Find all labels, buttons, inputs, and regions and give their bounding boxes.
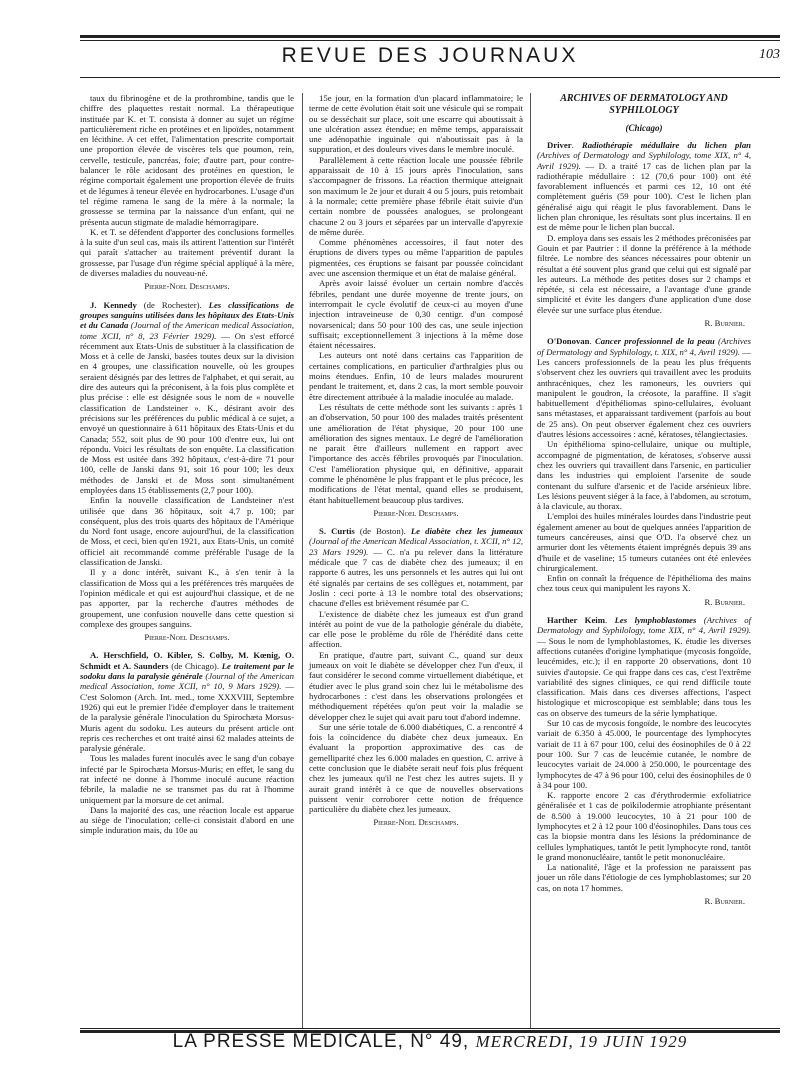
article-heading: [537, 336, 751, 439]
article-affiliation: (de Rochester).: [136, 299, 209, 310]
page-header: [80, 35, 780, 79]
paragraph: Dans la majorité des cas, une réaction locale est apparue au siège de l'inoculation; celle-ci consistait d'abord en une simple induration mais, du 10e au: [80, 804, 294, 836]
article-author: O'Donovan: [547, 336, 590, 347]
article-affiliation: .: [604, 615, 615, 626]
running-title: REVUE DES JOURNAUX: [281, 44, 579, 67]
article-signature: Pierre-Noel Deschamps.: [144, 281, 230, 292]
article-heading: [537, 140, 751, 233]
paragraph: Un épithélioma spino-cellulaire, unique ou multiple, accompagné de pigmentation, de kératoses, s'observe aussi chez les ouvriers qui travaillent dans l'arsenic, en particulier dans les industries qui emploient l'arsenite de soude contenant du sulfure d'arsenic et de l'acide arsénieux libre. Les lésions peuvent siéger à la face, à l'abdomen, au scrotum, à la clavicule, au thorax.: [537, 439, 751, 512]
paragraph: Les auteurs ont noté dans certains cas l'apparition de certaines complications, en particulier d'arthralgies plus ou moins étendues. Enfin, 10 de leurs malades moururent pendant le traitement, et, dans 2 cas, la mort semble pouvoir être directement attribuée à la maladie inoculée au malade.: [309, 350, 523, 402]
article-reference: (Journal of the American medical Association, tome XCII, n° 8, 23 Février 1929).: [80, 320, 294, 341]
paragraph: Sur 10 cas de mycosis fongoïde, le nombre des leucocytes variait de 6.350 à 45.000, le pourcentage des lymphocytes variait de 11 à 67 pour 100, celui des éosinophiles de 0 à 22 pour 100. Sur 7 cas de leucémie cutanée, le nombre de leucocytes variait de 24.000 à 250.000, le pourcentage des lymphocytes de 47 à 96 pour 100, celui des éosinophiles de 0 à 34 pour 100.: [537, 718, 751, 790]
paragraph-lead: — C'est Solomon (Arch. Int. med., tome XXXVIII, Septembre 1926) qui eut le premier l'idée d'employer dans le traitement de la paralysie générale l'inoculation du Spirochæta Morsus-Muris agent du sodoku. Les auteurs du présent article ont repris ces recherches et ont traité ainsi 62 malades atteints de paralysie générale.: [80, 681, 295, 754]
paragraph: Parallèlement à cette réaction locale une poussée fébrile apparaissait de 10 à 15 jours après l'inoculation, sans s'accompagner de frissons. La réaction thermique atteignait son maximum le 2e jour et durait 4 ou 5 jours, puis retombait à la normale; cette première phase fébrile était suivie d'un certain nombre de poussées analogues, se prolongeant chacune 2 ou 3 jours et séparées par un intervalle d'apyrexie de même durée.: [309, 154, 523, 237]
paragraph: K. et T. se défendent d'apporter des conclusions formelles à la suite d'un seul cas, mais ils attirent l'attention sur l'intérêt qui paraît s'attacher au traitement préventif durant la grossesse, par l'usage d'un régime spécial appliqué à la mère, de diverses maladies du nouveau-né.: [80, 226, 294, 279]
paragraph-lead: — D. a traité 17 cas de lichen plan par la radiothérapie médullaire : 12 (70,6 pour 100) ont été favorablement influencés et parmi ces 12, 10 ont été complètement guéris (59 pour 100). C'est le lichen plan généralisé aigu qui réagit le plus favorablement. Dans le lichen plan chronique, les résultats sont plus incertains. Il en est de même pour le lichen plan buccal.: [537, 160, 751, 233]
footer-date: MERCREDI, 19 JUIN 1929: [475, 1032, 688, 1051]
article-reference: (Journal of the American Medical Association, t. XCII, n° 12, 23 Mars 1929).: [309, 536, 523, 557]
article-author: S. Curtis: [319, 526, 355, 537]
paragraph: 15e jour, en la formation d'un placard inflammatoire; le terme de cette évolution était soit une vésicule qui se rompait ou se desséchait sur place, soit une escarre qui aboutissait à une ulcération assez étendue; en même temps, apparaissait une adénopathie inguinale qui n'aboutissait pas à la suppuration, et des douleurs vives dans le membre inoculé.: [309, 93, 523, 155]
article: [537, 336, 751, 593]
page-footer: [80, 1028, 780, 1058]
article: [80, 300, 294, 630]
paragraph: Après avoir laissé évoluer un certain nombre d'accès fébriles, pendant une durée moyenne de trente jours, on interrompait le cycle évolutif de ceux-ci au moyen d'une injection intraveineuse de 0,30 centigr. d'un composé novarsenical; dans 50 pour 100 des cas, une seule injection suffisait; exceptionnellement 3 injections à la même dose étaient nécessaires.: [309, 278, 523, 351]
article-title: Radiothérapie médullaire du lichen plan: [581, 140, 751, 150]
paragraph: Les résultats de cette méthode sont les suivants : après 1 an d'observation, 50 pour 100 des malades traités présentent une amélioration de l'état physique, 20 pour 100 une amélioration des signes mentaux. Le degré de l'amélioration ne parait être d'ailleurs nullement en rapport avec l'importance des accès fébriles provoqués par l'inoculation. C'est l'amélioration physique qui, en définitive, apparait comme le phénomène le plus frappant et le plus précoce, les modifications de l'état mental, quand elles se produisent, étant habituellement beaucoup plus tardives.: [309, 401, 523, 505]
article-author: A. Herschfield, O. Kibler, S. Colby, M. Kœnig, O. Schmidt et A. Saunders: [80, 650, 294, 671]
article-author: J. Kennedy: [90, 299, 137, 310]
continued-article: [80, 93, 294, 278]
column-3: [537, 93, 751, 914]
paragraph: K. rapporte encore 2 cas d'érythrodermie exfoliatrice généralisée et 1 cas de poïkilodermie atrophiante présentant de 8.500 à 19.000 leucocytes, 10 à 21 pour 100 de lymphocytes et 2 à 12 pour 100 d'éosinophiles. Dans tous ces cas la biopsie montra dans les lésions la prédominance de cellules lymphatiques, tantôt le petit lymphocyte rond, tantôt le grand mononucléaire, tantôt le petit mononucléaire.: [537, 790, 751, 862]
article-reference: (Journal of the American medical Association, tome XCII, n° 10, 9 Mars 1929).: [80, 671, 294, 692]
article-reference: (Archives of Dermatology and Syphilology, t. XIX, n° 4, Avril 1929).: [537, 336, 752, 357]
paragraph: L'existence de diabète chez les jumeaux est d'un grand intérêt au point de vue de la pathologie générale du diabète, car elle pose le problème du rôle de l'hérédité dans cette affection.: [309, 608, 523, 650]
article-signature: Pierre-Noel Deschamps.: [373, 817, 459, 828]
article: [309, 526, 523, 814]
article: [537, 615, 751, 893]
paragraph-lead: — Sous le nom de lymphoblastomes, K. étudie les diverses affections cutanées d'origine lymphatique (mycosis fongoïde, leucémides, etc.); il en rapporte 20 observations, dont 10 suivies d'autopsie. Ce qui frappe dans ces cas, c'est l'extrême variabilité des signes cliniques, ce qui rend difficile toute classification. Mais dans ces diverses affections, l'aspect histologique et microscopique est semblable; dans tous les cas on observe des tumeurs de la série lymphatique.: [537, 635, 751, 718]
column-divider: [530, 93, 531, 1028]
paragraph: Tous les malades furent inoculés avec le sang d'un cobaye infecté par le Spirochæta Morsus-Muris; en effet, le sang du rat infecté ne donne à l'homme inoculé aucune réaction fébrile, la maladie ne se transmet pas du rat à l'homme uniquement par la morsure de cet animal.: [80, 753, 294, 805]
paragraph: taux du fibrinogène et de la prothrombine, tandis que le chiffre des plaquettes restait normal. La thérapeutique instituée par K. et T. consista à donner au sujet un régime particulièrement riche en protéines et en lipoïdes, notamment en lécithine. A cet effet, l'alimentation prescrite comportait une proportion élevée de viscères tels que poumon, rein, cervelle, testicule, pancréas, foie; d'autre part, pour contre-balancer le rôle acidosant des protéines en question, le régime comportait également une proportion élevée de fruits et de légumes à teneur élevée en hydrocarbones. L'usage d'un tel régime ramena le sang de la mère à la normale; la grossesse se termina par la naissance d'un enfant, qui ne présenta aucun stigmate de maladie hémorragipare.: [80, 93, 294, 227]
header-bottom-rule: [80, 77, 780, 78]
paragraph-lead: — C. n'a pu relever dans la littérature médicale que 7 cas de diabète chez des jumeaux; il en rapporte 6 autres, les uns personnels et les autres qui lui ont été signalés par certains de ses collègues et, notamment, par Joslin : ceci porte à 13 le nombre total des observations; chacune d'elles est brièvement résumée par C.: [309, 546, 523, 609]
section-title: ARCHIVES OF DERMATOLOGY AND SYPHILOLOGY: [560, 93, 728, 116]
article-author: Harther Keim: [547, 615, 605, 626]
article-signature: R. Burnier.: [704, 318, 745, 329]
article-affiliation: (de Chicago).: [168, 660, 222, 671]
header-top-rule: [80, 35, 780, 38]
section-subtitle: (Chicago): [625, 123, 663, 133]
paragraph: En pratique, d'autre part, suivant C., quand sur deux jumeaux on voit le diabète se développer chez l'un d'eux, il faut considérer le second comme virtuellement diabétique, et étudier avec le plus grand soin chez lui le métabolisme des hydrocarbones : c'est dans les observations prolongées et méthodiquement répétées qu'on peut voir la maladie se développer chez le sujet qui avait paru tout d'abord indemne.: [309, 649, 523, 722]
paragraph: La nationalité, l'âge et la profession ne paraissent pas jouer un rôle dans l'étiologie de ces lymphoblastomes; sur 20 cas, on nota 17 hommes.: [537, 862, 751, 893]
article: [80, 650, 294, 835]
article-signature: R. Burnier.: [704, 896, 745, 907]
footer-line: [80, 1031, 780, 1053]
paragraph: Comme phénomènes accessoires, il faut noter des éruptions de divers types ou même l'apparition de papules pigmentées, ces éruptions se faisant par poussée coïncidant avec une ascension thermique et un état de malaise général.: [309, 237, 523, 279]
paragraph: Sur une série totale de 6.000 diabétiques, C. a rencontré 4 fois la coïncidence du diabète chez deux jumeaux. En évaluant la proportion approximative des cas de gemelliparité chez les 6.000 malades en question, C. arrive à cette conclusion que le diabète serait neuf fois plus fréquent chez les jumeaux qu'il ne l'est chez les autres sujets. Il y aurait grand intérêt à ce que de nouvelles observations puissent venir corroborer cette notion de fréquence particulière du diabète chez les jumeaux.: [309, 721, 523, 815]
article-title: Les lymphoblastomes: [614, 615, 697, 626]
article-author: Driver: [547, 140, 572, 150]
paragraph: Enfin la nouvelle classification de Landsteiner n'est utilisée que dans 36 hôpitaux, soit 4,7 p. 100; par conséquent, plus des trois quarts des hôpitaux de l'Amérique du Nord font usage, encore aujourd'hui, de la classification de Moss, et ceci, bien qu'en 1921, aux Etats-Unis, un comité officiel ait recommandé comme préférable l'usage de la classification de Janski.: [80, 495, 294, 568]
article-heading: [309, 526, 523, 608]
article-affiliation: .: [589, 336, 595, 347]
article: [537, 140, 751, 315]
paragraph-lead: — Les cancers professionnels de la peau les plus fréquents s'observent chez les ouvriers qui travaillent avec les produits anthracéniques, chez les ramoneurs, les ouvriers qui manipulent le goudron, la créosote, la paraffine. Il s'agit habituellement d'épithéliomas spino-cellulaires, évoluant sans métastases, et apparaissant tardivement (parfois au bout de 25 ans). On peut observer également chez ces ouvriers d'autres lésions accessoires : acné, kératoses, télangiectasies.: [537, 346, 752, 440]
column-divider: [302, 93, 303, 1028]
paragraph: Enfin on connaît la fréquence de l'épithélioma des mains chez tous ceux qui manipulent les rayons X.: [537, 573, 751, 594]
article-signature: Pierre-Noel Deschamps.: [373, 507, 459, 518]
article-title: Les classifications de groupes sanguins utilisées dans les hôpitaux des Etats-Unis et du Canada: [80, 299, 295, 331]
footer-issue: N° 49,: [410, 1031, 470, 1052]
article-title: Le diabète chez les jumeaux: [410, 526, 523, 537]
paragraph: L'emploi des huiles minérales lourdes dans l'industrie peut également amener au bout de quelques années l'apparition de tumeurs cancéreuses, ainsi que O'D. l'a observé chez un armurier dont les vêtements étaient imprégnés depuis 39 ans d'huile et de vaseline; 15 tumeurs cutanées ont été enlevées chirurgicalement.: [537, 511, 751, 573]
article-heading: [80, 300, 294, 496]
column-1: [80, 93, 294, 839]
article-heading: [80, 650, 294, 753]
article-affiliation: .: [571, 140, 582, 150]
article-reference: (Archives of Dermatology and Syphilology, tome XIX, n° 4, Avril 1929).: [537, 615, 751, 636]
footer-journal: LA PRESSE MÉDICALE,: [172, 1031, 404, 1052]
article-title: Le traitement par le sodoku dans la paralysie générale: [80, 660, 294, 682]
article-affiliation: (de Boston).: [354, 526, 411, 537]
article-signature: R. Burnier.: [704, 596, 745, 607]
article-title: Cancer professionnel de la peau: [594, 336, 715, 347]
page-number: 103: [759, 47, 780, 62]
footer-rule: [80, 1028, 780, 1029]
paragraph-lead: — On s'est efforcé récemment aux Etats-Unis de substituer à la classification de Moss et à celle de Janski, basées toutes deux sur la division en 4 groupes, une classification nouvelle, où les groupes seraient désignés par des lettres de l'alphabet, et qui serait, au dire des auteurs qui la préconisent, à la fois plus complète et plus précise : elle est désignée sous le nom de « nouvelle classification de Landsteiner ». K., désirant avoir des précisions sur les préférences du public médical à ce sujet, a envoyé un questionnaire à 611 hôpitaux des Etats-Unis et du Canada; 552, soit plus de 90 pour 100 d'entre eux, lui ont répondu. Voici les résultats de son enquête. La classification de Moss est usitée dans 392 hôpitaux, c'est-à-dire 71 pour 100, celle de Janski dans 91, soit 16 pour 100; les deux méthodes de Janski et de Moss sont simultanément employées dans 15 établissements (2,7 pour 100).: [80, 330, 294, 495]
paragraph: D. employa dans ses essais les 2 méthodes préconisées par Gouin et par Pautrier : il donne la préférence à la méthode filtrée. Le nombre des séances nécessaires pour obtenir un résultat a été souvent plus grand que celui qui est signalé par les auteurs. La méthode des petites doses sur 2 champs et répétée, si cela est nécessaire, a l'avantage d'une grande simplicité et évite les dangers d'une application d'une dose élevée sur une surface plus étendue.: [537, 232, 751, 315]
article-signature: Pierre-Noel Deschamps.: [144, 632, 230, 643]
column-2: [309, 93, 523, 836]
article-heading: [537, 615, 751, 718]
continued-article: [309, 93, 523, 505]
paragraph: Il y a donc intérêt, suivant K., à s'en tenir à la classification de Moss qui a les préférences très marquées de l'opinion médicale et qui est aujourd'hui classique, et de ne pas apporter, par la recherche d'autres méthodes de groupement, une confusion nouvelle dans cette question si complexe des groupes sanguins.: [80, 567, 294, 629]
header-top-rule-thin: [80, 40, 780, 41]
article-reference: (Archives of Dermatology and Syphilology, tome XIX, n° 4, Avril 1929).: [537, 150, 751, 171]
